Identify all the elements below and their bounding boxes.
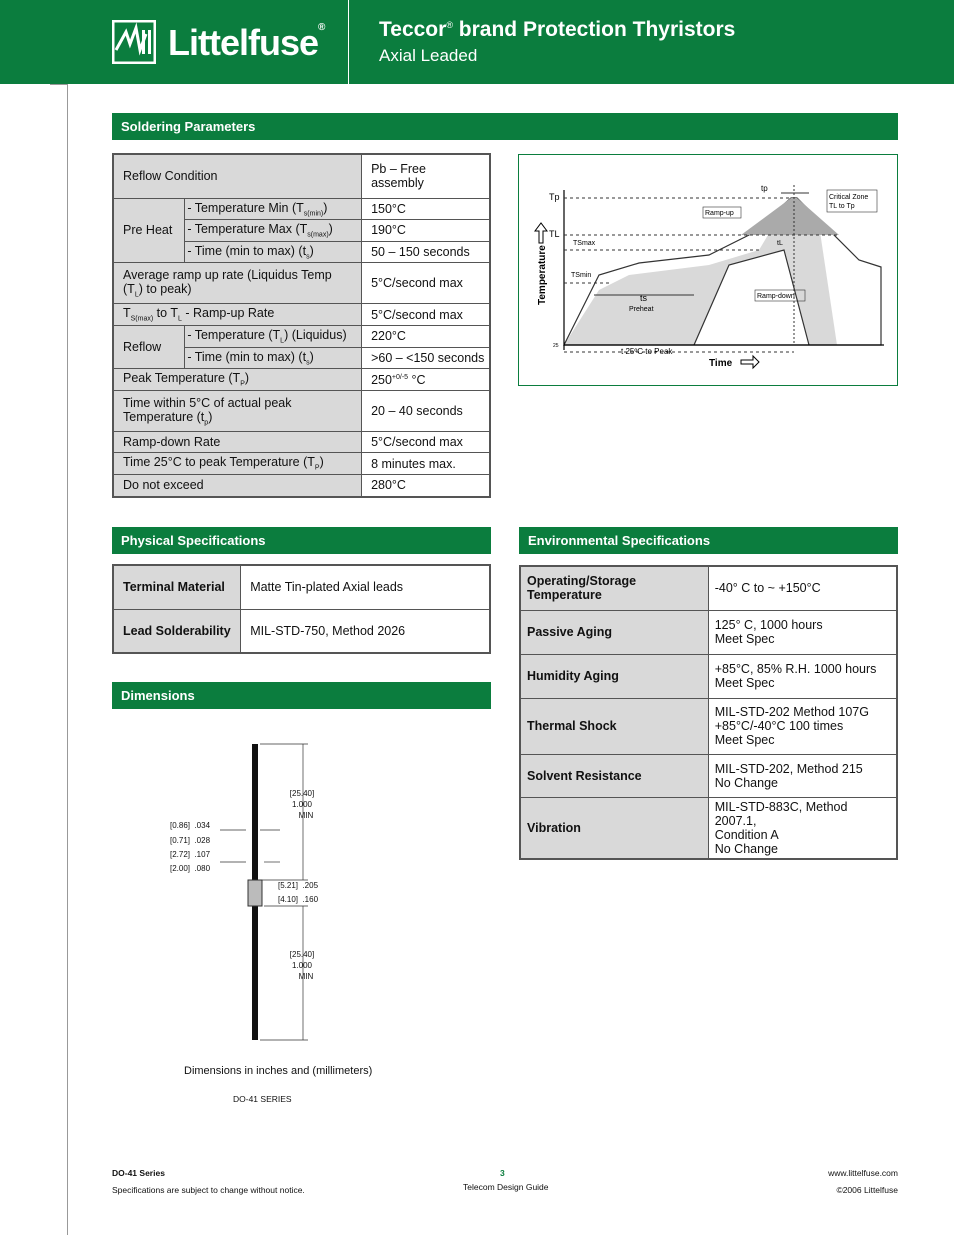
soldering-heading: Soldering Parameters bbox=[112, 113, 898, 140]
table-row bbox=[113, 453, 490, 475]
body-diameter-max: [2.72] .107 bbox=[170, 850, 211, 859]
tsmax-label: TSmax bbox=[573, 240, 596, 247]
tsmin-label: TSmin bbox=[571, 272, 592, 279]
reflow-temp-label: - Temperature $(T_L)$ (Liquidus) bbox=[185, 326, 362, 348]
y-axis-label: Temperature bbox=[537, 245, 548, 305]
rampdown-label: Ramp-down Rate bbox=[113, 432, 362, 453]
body-length-min: [4.10] .160 bbox=[278, 895, 319, 904]
preheat-label: Pre Heat bbox=[113, 198, 185, 263]
preheat-label: Preheat bbox=[629, 306, 654, 313]
table-row bbox=[113, 369, 490, 391]
preheat-tmin-label: - Temperature Min $(T_{s(min)})$ bbox=[185, 198, 362, 220]
footer-copyright: ©2006 Littelfuse bbox=[836, 1185, 898, 1195]
env-label: Vibration bbox=[520, 797, 708, 859]
t25-label: t 25ºC to Peak bbox=[621, 347, 673, 356]
logo-wordmark: Littelfuse® bbox=[168, 22, 325, 63]
not-exceed-value: 280°C bbox=[362, 475, 490, 497]
env-label: Thermal Shock bbox=[520, 698, 708, 754]
critical-zone-label-1: Critical Zone bbox=[829, 194, 869, 201]
table-row bbox=[113, 391, 490, 432]
footer-page: 3 bbox=[500, 1168, 505, 1178]
dimensions-heading: Dimensions bbox=[112, 682, 491, 709]
body-diameter-min: [2.00] .080 bbox=[170, 864, 211, 873]
table-row bbox=[520, 610, 897, 654]
critical-zone bbox=[741, 198, 839, 235]
reflow-temp-value: 220°C bbox=[362, 326, 490, 348]
page-subtitle: Axial Leaded bbox=[379, 46, 478, 65]
physical-table bbox=[112, 564, 491, 654]
table-row bbox=[113, 475, 490, 497]
margin-tick bbox=[50, 84, 68, 85]
rampdown-value: 5°C/second max bbox=[362, 432, 490, 453]
margin-rule bbox=[67, 84, 68, 1235]
soldering-table bbox=[112, 153, 491, 498]
preheat-tmax-value: 190°C bbox=[362, 220, 490, 242]
lead-diameter-max: [0.86] .034 bbox=[170, 821, 211, 830]
time-within-value: 20 – 40 seconds bbox=[362, 391, 490, 432]
time25-label: Time 25°C to peak Temperature $(T_P)$ bbox=[113, 453, 362, 475]
table-row bbox=[520, 566, 897, 610]
header-divider bbox=[348, 0, 349, 84]
tl-small-label: tL bbox=[777, 240, 783, 247]
footer-note: Specifications are subject to change without notice. bbox=[112, 1185, 305, 1195]
fuse-logo-icon bbox=[112, 20, 156, 64]
ts-ramp-value: 5°C/second max bbox=[362, 304, 490, 326]
preheat-time-value: 50 – 150 seconds bbox=[362, 241, 490, 263]
env-value: MIL-STD-202, Method 215 No Change bbox=[708, 754, 897, 797]
table-row bbox=[113, 326, 490, 348]
lead-diameter-min: [0.71] .028 bbox=[170, 836, 211, 845]
footer-url[interactable]: www.littelfuse.com bbox=[828, 1168, 898, 1178]
reflow-label: Reflow bbox=[113, 326, 185, 369]
reflow-condition-value: Pb – Free assembly bbox=[362, 154, 490, 198]
physical-heading: Physical Specifications bbox=[112, 527, 491, 554]
ts-ramp-label: $T_{S(max)}$ to $T_L$ - Ramp-up Rate bbox=[113, 304, 362, 326]
time25-value: 8 minutes max. bbox=[362, 453, 490, 475]
table-row bbox=[520, 797, 897, 859]
reflow-profile-chart bbox=[518, 154, 898, 386]
table-row bbox=[113, 154, 490, 198]
tl-label: TL bbox=[549, 229, 560, 239]
reflow-profile-svg bbox=[519, 155, 897, 385]
env-value: MIL-STD-202 Method 107G +85°C/-40°C 100 times Meet Spec bbox=[708, 698, 897, 754]
preheat-time-label: - Time (min to max) $(t_s)$ bbox=[185, 241, 362, 263]
table-row bbox=[113, 198, 490, 220]
env-label: Passive Aging bbox=[520, 610, 708, 654]
littelfuse-logo bbox=[68, 0, 348, 84]
diode-body bbox=[248, 880, 262, 906]
env-value: -40° C to ~ +150°C bbox=[708, 566, 897, 610]
rampup-label: Ramp-up bbox=[705, 210, 734, 217]
terminal-material-value: Matte Tin-plated Axial leads bbox=[241, 565, 490, 609]
reflow-condition-label: Reflow Condition bbox=[113, 154, 362, 198]
env-value: +85°C, 85% R.H. 1000 hours Meet Spec bbox=[708, 654, 897, 698]
ramp-rate-label: Average ramp up rate (Liquidus Temp $(T_L)$ to peak) bbox=[113, 263, 362, 304]
page-header bbox=[0, 0, 954, 84]
peak-temp-value: $250^{+0/-5}$ °C bbox=[362, 369, 490, 391]
ramp-rate-value: 5°C/second max bbox=[362, 263, 490, 304]
x-axis-label: Time bbox=[709, 358, 733, 369]
temp-arrow-icon bbox=[535, 223, 547, 243]
env-value: 125° C, 1000 hours Meet Spec bbox=[708, 610, 897, 654]
table-row bbox=[520, 654, 897, 698]
lead-solderability-value: MIL-STD-750, Method 2026 bbox=[241, 609, 490, 653]
bottom-lead-length: [25.40] 1.000 MIN bbox=[289, 950, 315, 981]
env-value: MIL-STD-883C, Method 2007.1, Condition A No Change bbox=[708, 797, 897, 859]
reflow-time-value: >60 – <150 seconds bbox=[362, 347, 490, 369]
y25-label: 25 bbox=[553, 343, 559, 349]
environmental-heading: Environmental Specifications bbox=[519, 527, 898, 554]
series-caption: DO-41 SERIES bbox=[233, 1094, 292, 1104]
time-arrow-icon bbox=[741, 356, 759, 368]
tp-label: Tp bbox=[549, 192, 560, 202]
footer-guide: Telecom Design Guide bbox=[463, 1182, 549, 1192]
footer-series: DO-41 Series bbox=[112, 1168, 165, 1178]
tp-small-label: tp bbox=[761, 184, 768, 193]
ts-label: ts bbox=[640, 293, 648, 303]
reflow-time-label: - Time (min to max) $(t_s)$ bbox=[185, 347, 362, 369]
table-row bbox=[113, 304, 490, 326]
critical-zone-label-2: TL to Tp bbox=[829, 203, 855, 210]
table-row bbox=[113, 565, 490, 609]
table-row bbox=[520, 698, 897, 754]
table-row bbox=[113, 263, 490, 304]
preheat-tmax-label: - Temperature Max $(T_{s(max)})$ bbox=[185, 220, 362, 242]
top-lead-length: [25.40] 1.000 MIN bbox=[289, 789, 315, 820]
body-length-max: [5.21] .205 bbox=[278, 881, 319, 890]
dimensions-caption: Dimensions in inches and (millimeters) bbox=[184, 1065, 373, 1077]
page-title: Teccor® brand Protection Thyristors bbox=[379, 18, 736, 41]
env-label: Operating/Storage Temperature bbox=[520, 566, 708, 610]
environmental-table bbox=[519, 565, 898, 860]
table-row bbox=[113, 432, 490, 453]
env-label: Humidity Aging bbox=[520, 654, 708, 698]
preheat-tmin-value: 150°C bbox=[362, 198, 490, 220]
env-label: Solvent Resistance bbox=[520, 754, 708, 797]
not-exceed-label: Do not exceed bbox=[113, 475, 362, 497]
table-row bbox=[113, 609, 490, 653]
time-within-label: Time within 5°C of actual peak Temperature $(t_p)$ bbox=[113, 391, 362, 432]
terminal-material-label: Terminal Material bbox=[113, 565, 241, 609]
lead-solderability-label: Lead Solderability bbox=[113, 609, 241, 653]
rampdown-label: Ramp-down bbox=[757, 293, 795, 300]
table-row bbox=[520, 754, 897, 797]
peak-temp-label: Peak Temperature $(T_P)$ bbox=[113, 369, 362, 391]
